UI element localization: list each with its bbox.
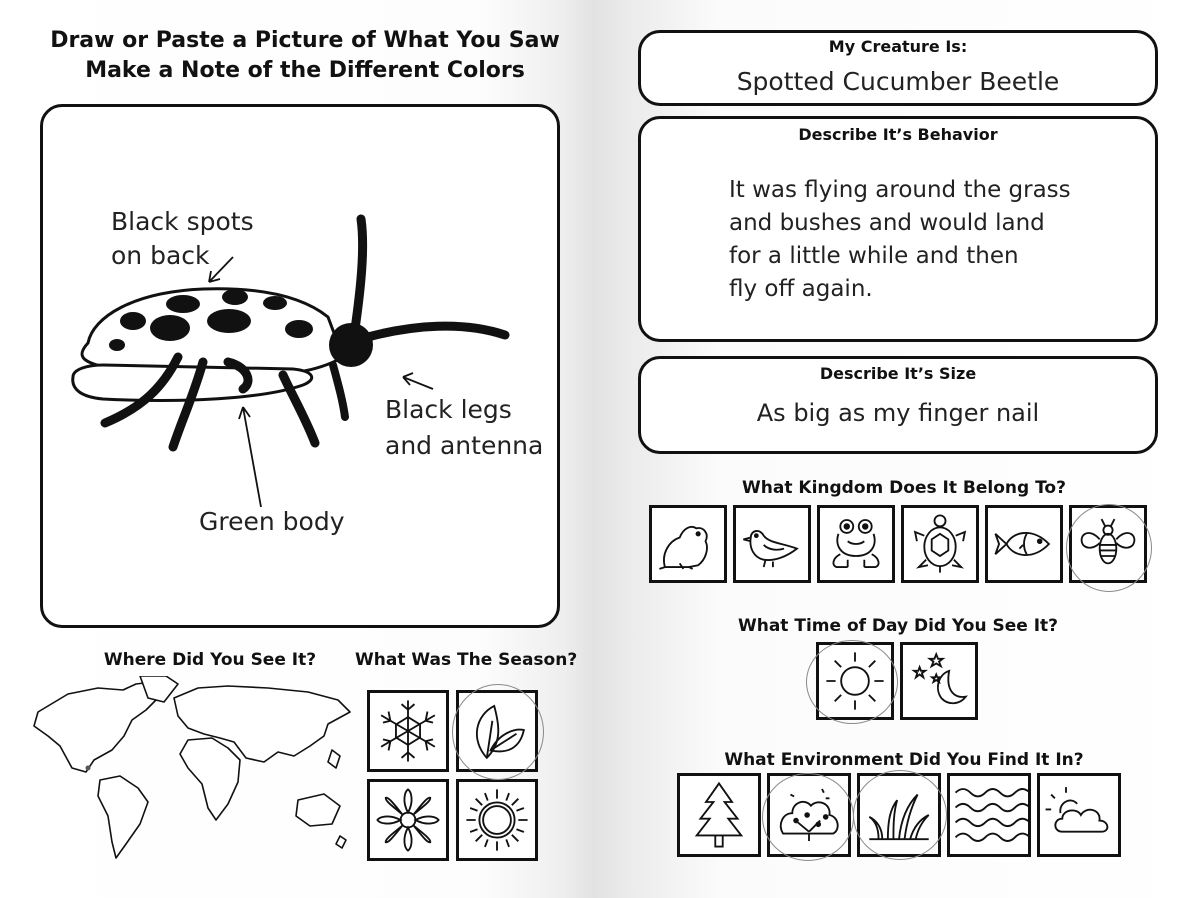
grass-icon <box>860 776 938 854</box>
kingdom-reptile[interactable] <box>901 505 979 583</box>
behavior-line-3: for a little while and then <box>729 243 1019 269</box>
season-spring[interactable] <box>456 690 538 772</box>
creature-value[interactable]: Spotted Cucumber Beetle <box>736 67 1060 96</box>
behavior-line-2: and bushes and would land <box>729 210 1045 236</box>
where-heading: Where Did You See It? <box>103 650 317 670</box>
kingdom-heading: What Kingdom Does It Belong To? <box>742 478 1066 498</box>
kingdom-bird[interactable] <box>733 505 811 583</box>
page-title: Draw or Paste a Picture of What You Saw <box>50 28 560 53</box>
cloud-icon <box>1040 776 1118 854</box>
snowflake-icon <box>370 693 446 769</box>
kingdom-fish[interactable] <box>985 505 1063 583</box>
environment-forest[interactable] <box>677 773 761 857</box>
season-heading: What Was The Season? <box>355 650 578 670</box>
kingdom-insect[interactable] <box>1069 505 1147 583</box>
behavior-line-1: It was flying around the grass <box>729 177 1071 203</box>
creature-heading: My Creature Is: <box>828 37 968 56</box>
world-map[interactable] <box>28 676 358 866</box>
note-legs-line2: and antenna <box>385 431 544 460</box>
size-box[interactable] <box>638 356 1158 454</box>
beetle-drawing <box>43 107 557 625</box>
environment-sky[interactable] <box>1037 773 1121 857</box>
season-winter[interactable] <box>367 690 449 772</box>
behavior-line-4: fly off again. <box>729 276 873 302</box>
creature-box[interactable] <box>638 30 1158 106</box>
environment-bushes[interactable] <box>767 773 851 857</box>
leaf-icon <box>459 693 535 769</box>
note-spots-line2: on back <box>111 241 210 270</box>
season-sun[interactable] <box>456 779 538 861</box>
flower-icon <box>370 782 446 858</box>
note-body: Green body <box>199 507 345 536</box>
sun-icon <box>459 782 535 858</box>
kingdom-amphibian[interactable] <box>817 505 895 583</box>
environment-water[interactable] <box>947 773 1031 857</box>
time-day[interactable] <box>816 642 894 720</box>
insect-icon <box>1072 508 1144 580</box>
drawing-area[interactable] <box>40 104 560 628</box>
time-heading: What Time of Day Did You See It? <box>737 616 1059 636</box>
environment-grassland[interactable] <box>857 773 941 857</box>
water-icon <box>950 776 1028 854</box>
sun-day-icon <box>819 645 891 717</box>
size-value[interactable]: As big as my finger nail <box>756 399 1040 427</box>
bush-icon <box>770 776 848 854</box>
tree-icon <box>680 776 758 854</box>
note-legs-line1: Black legs <box>385 395 512 424</box>
season-summer[interactable] <box>367 779 449 861</box>
behavior-heading: Describe It’s Behavior <box>798 125 998 144</box>
environment-heading: What Environment Did You Find It In? <box>724 750 1084 770</box>
moon-night-icon <box>903 645 975 717</box>
page-subtitle: Make a Note of the Different Colors <box>85 58 525 83</box>
turtle-icon <box>904 508 976 580</box>
kingdom-mammal[interactable] <box>649 505 727 583</box>
fish-icon <box>988 508 1060 580</box>
note-spots-line1: Black spots <box>111 207 254 236</box>
size-heading: Describe It’s Size <box>819 364 977 383</box>
frog-icon <box>820 508 892 580</box>
behavior-box[interactable] <box>638 116 1158 342</box>
bird-icon <box>736 508 808 580</box>
time-night[interactable] <box>900 642 978 720</box>
mammal-icon <box>652 508 724 580</box>
